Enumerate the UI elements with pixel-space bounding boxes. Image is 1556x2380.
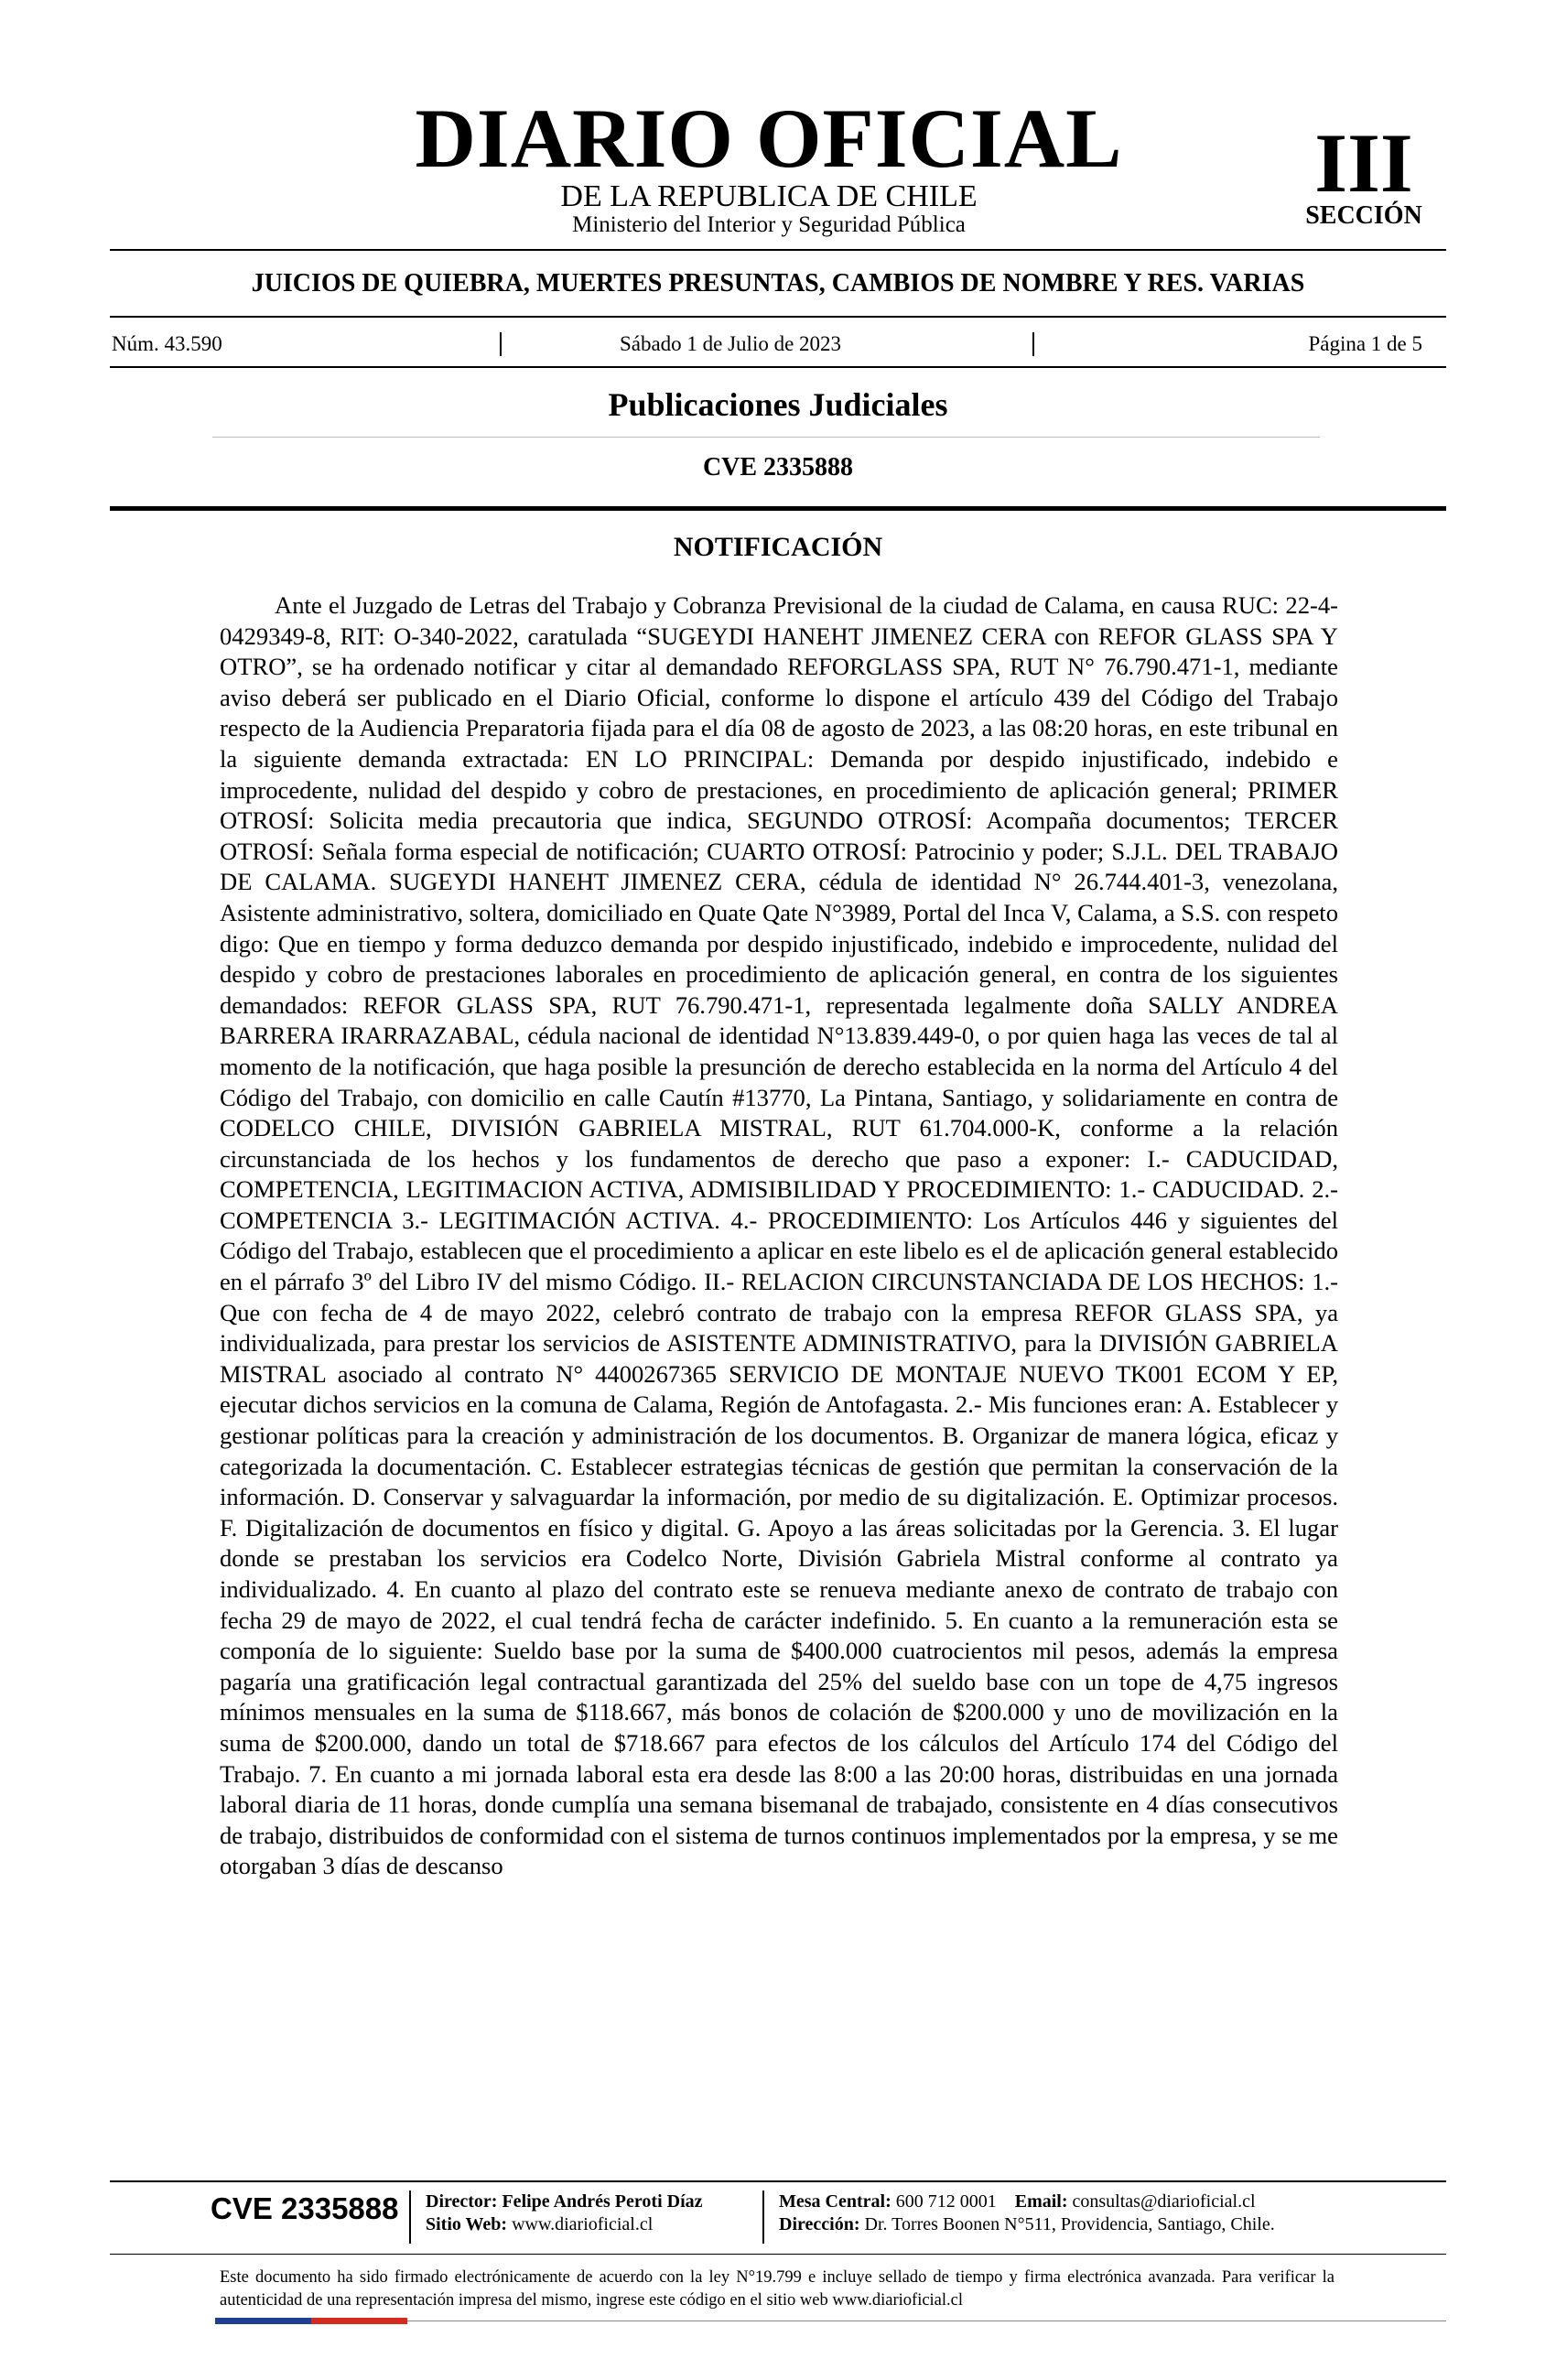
flag-baseline xyxy=(407,2320,1446,2321)
newspaper-title: DIARIO OFICIAL xyxy=(415,92,1123,185)
phone-label: Mesa Central: xyxy=(779,2191,891,2212)
heading-underline xyxy=(212,437,1320,438)
website-label: Sitio Web: xyxy=(426,2214,508,2234)
flag-stripe-blue xyxy=(215,2318,311,2324)
issue-rule xyxy=(110,366,1446,368)
page-indicator: Página 1 de 5 xyxy=(1308,332,1422,355)
section-label: SECCIÓN xyxy=(1305,201,1422,230)
footer-director-block xyxy=(426,2191,703,2236)
ministry-line: Ministerio del Interior y Seguridad Pública xyxy=(572,212,966,237)
category-rule xyxy=(110,316,1446,318)
publication-heading: Publicaciones Judiciales xyxy=(608,386,948,423)
director-label: Director: xyxy=(426,2191,498,2212)
cve-code: CVE 2335888 xyxy=(702,453,854,481)
issue-date: Sábado 1 de Julio de 2023 xyxy=(619,332,842,355)
signature-note: Este documento ha sido firmado electrónicamente de acuerdo con la ley N°19.799 e incluye sellado de tiempo y firma electrónica avanzada. Para verificar la autenticidad de una representación impresa del mismo, ingrese este código en el sitio web www.diarioficial.cl xyxy=(220,2268,1334,2310)
address-label: Dirección: xyxy=(779,2214,860,2234)
section-number: III xyxy=(1314,116,1413,210)
email-label: Email: xyxy=(1014,2191,1068,2212)
footer-separator xyxy=(762,2191,764,2244)
issue-separator xyxy=(1032,332,1034,356)
footer-rule xyxy=(110,2180,1446,2182)
director-name: Felipe Andrés Peroti Díaz xyxy=(502,2191,703,2212)
website-link[interactable]: www.diarioficial.cl xyxy=(512,2214,654,2234)
thick-rule xyxy=(110,506,1446,511)
footer-bottom-rule xyxy=(110,2254,1446,2255)
footer-cve-code: CVE 2335888 xyxy=(211,2191,399,2225)
issue-info-row xyxy=(112,330,1422,358)
section-marker xyxy=(1286,116,1442,230)
notice-body: Ante el Juzgado de Letras del Trabajo y Cobranza Previsional de la ciudad de Calama, en causa RUC: 22-4-0429349-8, RIT: O-340-2022, caratulada “SUGEYDI HANEHT JIMENEZ CERA con REFOR GLASS SPA Y OTRO”, se ha ordenado notificar y citar al demandado REFORGLASS SPA, RUT N° 76.790.471-1, mediante aviso deberá ser publicado en el Diario Oficial, conforme lo dispone el artículo 439 del Código del Trabajo respecto de la Audiencia Preparatoria fijada para el día 08 de agosto de 2023, a las 08:20 horas, en este tribunal en la siguiente demanda extractada: EN LO PRINCIPAL: Demanda por despido injustificado, indebido e improcedente, nulidad del despido y cobro de prestaciones, en procedimiento de aplicación general; PRIMER OTROSÍ: Solicita media precautoria que indica, SEGUNDO OTROSÍ: Acompaña documentos; TERCER OTROSÍ: Señala forma especial de notificación; CUARTO OTROSÍ: Patrocinio y poder; S.J.L. DEL TRABAJO DE CALAMA. SUGEYDI HANEHT JIMENEZ CERA, cédula de identidad N° 26.744.401-3, venezolana, Asistente administrativo, soltera, domiciliado en Quate Qate N°3989, Portal del Inca V, Calama, a S.S. con respeto digo: Que en tiempo y forma deduzco demanda por despido injustificado, indebido e improcedente, nulidad del despido y cobro de prestaciones laborales en procedimiento de aplicación general, en contra de los siguientes demandados: REFOR GLASS SPA, RUT 76.790.471-1, representada legalmente doña SALLY ANDREA BARRERA IRARRAZABAL, cédula nacional de identidad N°13.839.449-0, o por quien haga las veces de tal al momento de la notificación, que haga posible la presunción de derecho establecida en la norma del Artículo 4 del Código del Trabajo, con domicilio en calle Cautín #13770, La Pintana, Santiago, y solidariamente en contra de CODELCO CHILE, DIVISIÓN GABRIELA MISTRAL, RUT 61.704.000-K, conforme a la relación circunstanciada de los hechos y los fundamentos de derecho que paso a exponer: I.- CADUCIDAD, COMPETENCIA, LEGITIMACION ACTIVA, ADMISIBILIDAD Y PROCEDIMIENTO: 1.- CADUCIDAD. 2.- COMPETENCIA 3.- LEGITIMACIÓN ACTIVA. 4.- PROCEDIMIENTO: Los Artículos 446 y siguientes del Código del Trabajo, establecen que el procedimiento a aplicar en este libelo es el de aplicación general establecido en el párrafo 3º del Libro IV del mismo Código. II.- RELACION CIRCUNSTANCIADA DE LOS HECHOS: 1.- Que con fecha de 4 de mayo 2022, celebró contrato de trabajo con la empresa REFOR GLASS SPA, ya individualizada, para prestar los servicios de ASISTENTE ADMINISTRATIVO, para la DIVISIÓN GABRIELA MISTRAL asociado al contrato N° 4400267365 SERVICIO DE MONTAJE NUEVO TK001 ECOM Y EP, ejecutar dichos servicios en la comuna de Calama, Región de Antofagasta. 2.- Mis funciones eran: A. Establecer y gestionar políticas para la creación y administración de los documentos. B. Organizar de manera lógica, eficaz y categorizada la documentación. C. Establecer estrategias técnicas de gestión que permitan la conservación de la información. D. Conservar y salvaguardar la información, por medio de su digitalización. E. Optimizar procesos. F. Digitalización de documentos en físico y digital. G. Apoyo a las áreas solicitadas por la Gerencia. 3. El lugar donde se prestaban los servicios era Codelco Norte, División Gabriela Mistral conforme al contrato ya individualizado. 4. En cuanto al plazo del contrato este se renueva mediante anexo de contrato de trabajo con fecha 29 de mayo de 2022, el cual tendrá fecha de carácter indefinido. 5. En cuanto a la remuneración esta se componía de lo siguiente: Sueldo base por la suma de $400.000 cuatrocientos mil pesos, además la empresa pagaría una gratificación legal contractual garantizada del 25% del sueldo base con un tope de 4,75 ingresos mínimos mensuales en la suma de $118.667, más bonos de colación de $200.000 y uno de movilización en la suma de $200.000, dando un total de $718.667 para efectos de los cálculos del Artículo 174 del Código del Trabajo. 7. En cuanto a mi jornada laboral esta era desde las 8:00 a las 20:00 horas, distribuidas en una jornada laboral diaria de 11 horas, donde cumplía una semana bisemanal de trabajado, consistente en 4 días consecutivos de trabajo, distribuidos de conformidad con el sistema de turnos continuos implementados por la empresa, y se me otorgaban 3 días de descanso xyxy=(220,591,1338,1880)
notice-title: NOTIFICACIÓN xyxy=(673,532,883,562)
email-link[interactable]: consultas@diarioficial.cl xyxy=(1072,2191,1256,2212)
flag-stripe-red xyxy=(311,2318,407,2324)
footer-contact-block xyxy=(779,2191,1275,2236)
section-category: JUICIOS DE QUIEBRA, MUERTES PRESUNTAS, CAMBIOS DE NOMBRE Y RES. VARIAS xyxy=(251,269,1305,298)
issue-number: Núm. 43.590 xyxy=(112,332,222,355)
masthead-rule xyxy=(110,249,1446,251)
newspaper-subtitle: DE LA REPUBLICA DE CHILE xyxy=(560,179,978,213)
address-text: Dr. Torres Boonen N°511, Providencia, Santiago, Chile. xyxy=(864,2214,1275,2234)
footer-separator xyxy=(409,2191,411,2244)
phone-number: 600 712 0001 xyxy=(895,2191,997,2212)
